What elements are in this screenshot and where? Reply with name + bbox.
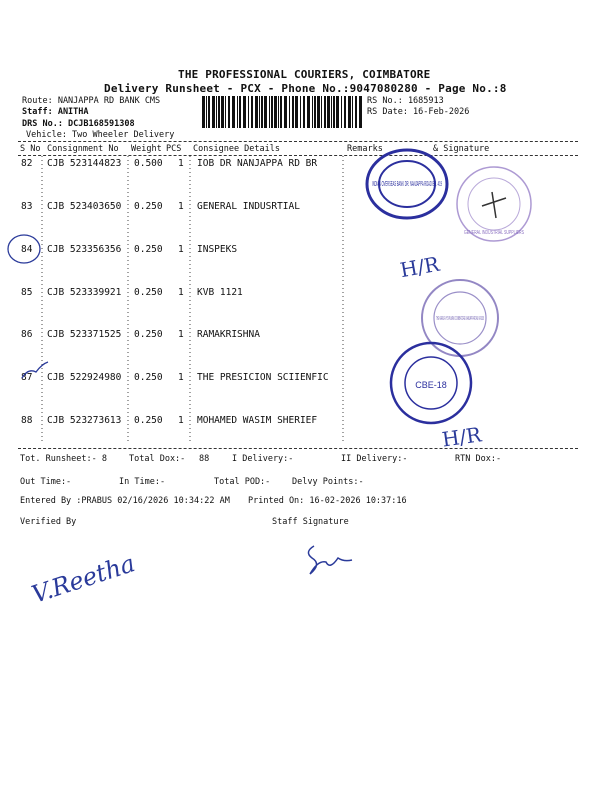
row-consignment: CJB 523371525 [47, 329, 122, 340]
row-weight: 0.250 [134, 415, 163, 426]
row-pcs: 1 [178, 372, 184, 383]
ii-delivery: II Delivery:- [341, 454, 408, 464]
general-stamp-text: GENERAL INDUSTRIAL SUPPLIERS [464, 230, 525, 236]
col-remarks: Remarks [347, 144, 383, 154]
row-weight: 0.500 [134, 158, 163, 169]
row-consignment: CJB 523403650 [47, 201, 122, 212]
row-sno: 83 [21, 201, 33, 212]
entered-by: Entered By :PRABUS 02/16/2026 10:34:22 AM [20, 496, 230, 506]
vehicle-label: Vehicle: Two Wheeler Delivery [26, 130, 175, 140]
table-header-top-rule [18, 141, 578, 142]
row-consignment: CJB 523356356 [47, 244, 122, 255]
row-weight: 0.250 [134, 372, 163, 383]
delvy-points: Delvy Points:- [292, 477, 364, 487]
row-weight: 0.250 [134, 244, 163, 255]
total-runsheet: Tot. Runsheet:- 8 [20, 454, 107, 464]
barcode-image [200, 96, 364, 130]
in-time: In Time:- [119, 477, 166, 487]
rtn-dox: RTN Dox:- [455, 454, 502, 464]
row-sno: 85 [21, 287, 33, 298]
col-signature: & Signature [433, 144, 490, 154]
total-dox-label: Total Dox:- [129, 454, 186, 464]
row-weight: 0.250 [134, 329, 163, 340]
handwritten-hr-2: H/R [440, 422, 483, 452]
col-consignment: Consignment No [47, 144, 119, 154]
row-consignee: RAMAKRISHNA [197, 329, 260, 340]
row-pcs: 1 [178, 329, 184, 340]
route-label: Route: NANJAPPA RD BANK CMS [22, 96, 161, 106]
staff-signature-scribble [300, 540, 360, 580]
col-sno: S No [20, 144, 41, 154]
col-weight: Weight [131, 144, 162, 154]
row-sno: 88 [21, 415, 33, 426]
row-sno: 82 [21, 158, 33, 169]
totals-top-rule [18, 448, 578, 449]
verified-by-label: Verified By [20, 517, 77, 527]
row-pcs: 1 [178, 201, 184, 212]
row-pcs: 1 [178, 158, 184, 169]
total-dox-value: 88 [199, 454, 210, 464]
col-pcs: PCS [166, 144, 182, 154]
i-delivery: I Delivery:- [232, 454, 294, 464]
row-consignee: IOB DR NANJAPPA RD BR [197, 158, 318, 169]
row-consignee: INSPEKS [197, 244, 238, 255]
cbe-stamp-text: CBE-18 [415, 380, 447, 390]
row-consignee: THE PRESICION SCIIENFIC [197, 372, 329, 383]
out-time: Out Time:- [20, 477, 72, 487]
col-consignee: Consignee Details [193, 144, 280, 154]
staff-signature-label: Staff Signature [272, 517, 349, 527]
row-sno: 86 [21, 329, 33, 340]
row-weight: 0.250 [134, 201, 163, 212]
iob-stamp-text: INDIAN OVERSEAS BANK DR. NANJAPPA ROAD BR. 419 [372, 181, 443, 188]
row-consignee: KVB 1121 [197, 287, 243, 298]
general-industrial-stamp [452, 162, 536, 246]
row-sno: 84 [21, 244, 33, 255]
rs-number: RS No.: 1685913 [367, 96, 444, 106]
row-pcs: 1 [178, 244, 184, 255]
printed-on: Printed On: 16-02-2026 10:37:16 [248, 496, 407, 506]
row-consignment: CJB 523273613 [47, 415, 122, 426]
row-consignee: MOHAMED WASIM SHERIEF [197, 415, 318, 426]
cbe-round-stamp [388, 340, 474, 426]
check-mark-87 [18, 360, 52, 388]
row-consignment: CJB 523144823 [47, 158, 122, 169]
drs-number: DRS No.: DCJB168591308 [22, 119, 135, 129]
row-consignment: CJB 522924980 [47, 372, 122, 383]
row-consignee: GENERAL INDUSRTIAL [197, 201, 300, 212]
staff-label: Staff: ANITHA [22, 107, 89, 117]
row-sno: 87 [21, 372, 33, 383]
row-consignment: CJB 523339921 [47, 287, 122, 298]
handwritten-hr-1: H/R [398, 251, 442, 283]
kvb-stamp-text: THE KARUR VYSYA BANK COIMBATORE NANJAPPA ROAD 641018 [436, 316, 485, 322]
rs-date: RS Date: 16-Feb-2026 [367, 107, 470, 117]
row-pcs: 1 [178, 415, 184, 426]
verifier-signature: V.Reetha [28, 549, 139, 609]
row-pcs: 1 [178, 287, 184, 298]
total-pod: Total POD:- [214, 477, 271, 487]
row-weight: 0.250 [134, 287, 163, 298]
document-title: THE PROFESSIONAL COURIERS, COIMBATORE [178, 68, 431, 81]
iob-bank-stamp [362, 146, 452, 222]
circle-mark-84 [4, 232, 44, 266]
document-subtitle: Delivery Runsheet - PCX - Phone No.:9047080280 - Page No.:8 [104, 82, 507, 95]
